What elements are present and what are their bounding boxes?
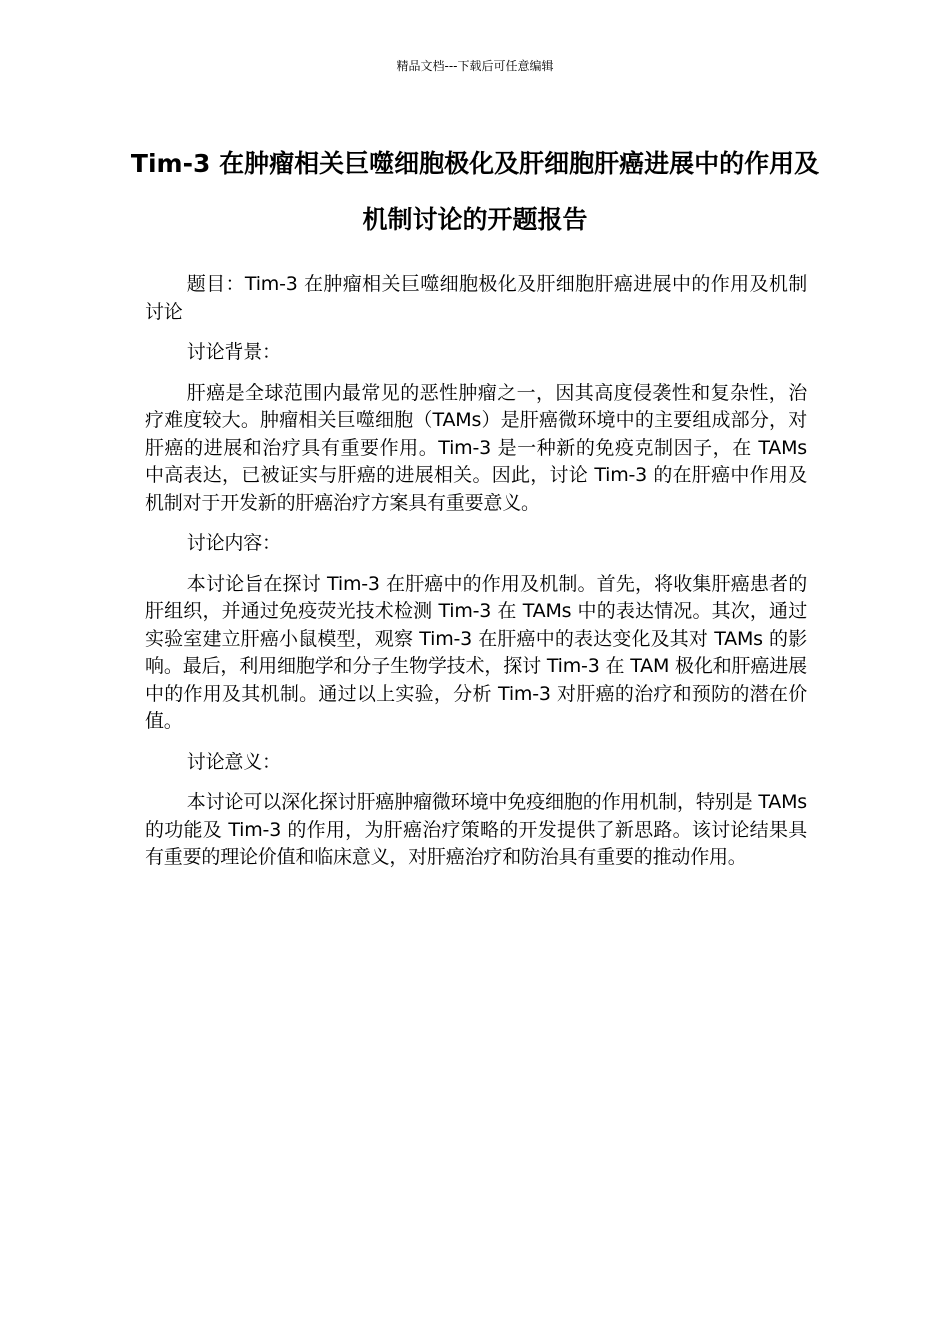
background-label: 讨论背景：: [186, 341, 281, 363]
document-body: [145, 271, 807, 885]
page-header-note: 精品文档---下载后可任意编辑: [396, 59, 554, 73]
significance-paragraph: 本讨论可以深化探讨肝癌肿瘤微环境中免疫细胞的作用机制，特别是 TAMs 的功能及 Tim-3 的作用，为肝癌治疗策略的开发提供了新思路。该讨论结果具有重要的理论价值和临床意义，对肝癌治疗和防治具有重要的推动作用。: [145, 791, 807, 868]
significance-label: 讨论意义：: [186, 750, 281, 773]
background-paragraph: 肝癌是全球范围内最常见的恶性肿瘤之一，因其高度侵袭性和复杂性，治疗难度较大。肿瘤相关巨噬细胞（TAMs）是肝癌微环境中的主要组成部分，对肝癌的进展和治疗具有重要作用。Tim-3 是一种新的免疫克制因子，在 TAMs 中高表达，已被证实与肝癌的进展相关。因此，讨论 Tim-3 的在肝癌中作用及机制对于开发新的肝癌治疗方案具有重要意义。: [145, 381, 807, 514]
content-label: 讨论内容：: [186, 532, 281, 554]
document-title: Tim-3 在肿瘤相关巨噬细胞极化及肝细胞肝癌进展中的作用及机制讨论的开题报告: [130, 149, 820, 234]
content-paragraph: 本讨论旨在探讨 Tim-3 在肝癌中的作用及机制。首先，将收集肝癌患者的肝组织，并通过免疫荧光技术检测 Tim-3 在 TAMs 中的表达情况。其次，通过实验室建立肝癌小鼠模型，观察 Tim-3 在肝癌中的表达变化及其对 TAMs 的影响。最后，利用细胞学和分子生物学技术，探讨 Tim-3 在 TAM 极化和肝癌进展中的作用及其机制。通过以上实验，分析 Tim-3 对肝癌的治疗和预防的潜在价值。: [145, 572, 807, 732]
topic-paragraph: 题目：Tim-3 在肿瘤相关巨噬细胞极化及肝细胞肝癌进展中的作用及机制讨论: [145, 273, 807, 323]
